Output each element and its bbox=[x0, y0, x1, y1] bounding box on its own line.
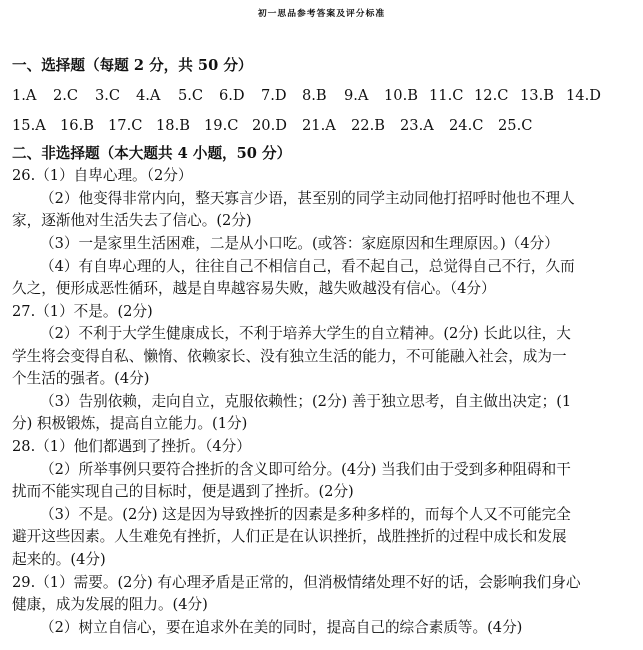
q26-line-1: 26.（1）自卑心理。（2分） bbox=[12, 167, 193, 184]
q28-line-2: （2）所举事例只要符合挫折的含义即可给分。(4分) 当我们由于受到多种阻碍和干 bbox=[40, 461, 571, 478]
q27-line-5: （3）告别依赖，走向自立，克服依赖性；(2分) 善于独立思考，自主做出决定；(1 bbox=[40, 393, 572, 410]
q26-line-6: 久之，便形成恶性循环，越是自卑越容易失败，越失败越没有信心。（4分） bbox=[12, 280, 496, 297]
q28-line-3: 扰而不能实现自己的目标时，便是遇到了挫折。(2分) bbox=[12, 483, 354, 500]
q27-line-1: 27.（1）不是。(2分) bbox=[12, 303, 153, 320]
q27-line-2: （2）不利于大学生健康成长，不利于培养大学生的自立精神。(2分) 长此以往，大 bbox=[40, 325, 571, 342]
answer-item: 19.C bbox=[204, 117, 239, 134]
answer-item: 8.B bbox=[302, 87, 327, 104]
q29-line-2: 健康，成为发展的阻力。(4分) bbox=[12, 596, 208, 613]
section-2-heading: 二、非选择题（本大题共 4 小题，50 分） bbox=[12, 145, 292, 162]
answer-item: 4.A bbox=[136, 87, 161, 104]
answer-item: 2.C bbox=[53, 87, 79, 104]
answer-item: 10.B bbox=[384, 87, 418, 104]
q29-line-3: （2）树立自信心，要在追求外在美的同时，提高自己的综合素质等。(4分) bbox=[40, 619, 523, 636]
answer-item: 16.B bbox=[60, 117, 94, 134]
answer-item: 23.A bbox=[400, 117, 434, 134]
q26-line-3: 家，逐渐他对生活失去了信心。(2分) bbox=[12, 212, 252, 229]
answer-item: 17.C bbox=[108, 117, 143, 134]
answer-item: 20.D bbox=[252, 117, 287, 134]
q28-line-5: 避开这些因素。人生难免有挫折，人们正是在认识挫折，战胜挫折的过程中成长和发展 bbox=[12, 528, 567, 545]
q27-line-6: 分) 积极锻炼，提高自立能力。(1分) bbox=[12, 415, 248, 432]
q27-line-3: 学生将会变得自私、懒惰、依赖家长、没有独立生活的能力，不可能融入社会，成为一 bbox=[12, 348, 567, 365]
q28-line-6: 起来的。(4分) bbox=[12, 551, 106, 568]
answer-item: 24.C bbox=[449, 117, 484, 134]
answer-item: 13.B bbox=[520, 87, 554, 104]
answer-item: 1.A bbox=[12, 87, 37, 104]
q28-line-4: （3）不是。(2分) 这是因为导致挫折的因素是多种多样的，而每个人又不可能完全 bbox=[40, 506, 571, 523]
q26-line-5: （4）有自卑心理的人，往往自己不相信自己，看不起自己，总觉得自己不行，久而 bbox=[40, 258, 575, 275]
answer-item: 12.C bbox=[474, 87, 509, 104]
answer-item: 15.A bbox=[12, 117, 46, 134]
answer-item: 9.A bbox=[344, 87, 369, 104]
q27-line-4: 个生活的强者。(4分) bbox=[12, 370, 150, 387]
answer-item: 14.D bbox=[566, 87, 601, 104]
answer-row-1 bbox=[0, 86, 643, 106]
answer-item: 3.C bbox=[95, 87, 121, 104]
q29-line-1: 29.（1）需要。(2分) 有心理矛盾是正常的，但消极情绪处理不好的话，会影响我们身心 bbox=[12, 574, 581, 591]
answer-item: 25.C bbox=[498, 117, 533, 134]
q26-line-4: （3）一是家里生活困难，二是从小口吃。(或答：家庭原因和生理原因。)（4分） bbox=[40, 235, 559, 252]
page-title: 初一思品参考答案及评分标准 bbox=[257, 9, 386, 19]
answer-item: 11.C bbox=[429, 87, 464, 104]
q26-line-2: （2）他变得非常内向，整天寡言少语，甚至别的同学主动同他打招呼时他也不理人 bbox=[40, 190, 575, 207]
answer-item: 7.D bbox=[261, 87, 287, 104]
answer-item: 5.C bbox=[178, 87, 204, 104]
answer-item: 6.D bbox=[219, 87, 245, 104]
answer-row-2 bbox=[0, 116, 643, 136]
answer-item: 22.B bbox=[351, 117, 385, 134]
section-1-heading: 一、选择题（每题 2 分，共 50 分） bbox=[12, 57, 253, 74]
q28-line-1: 28.（1）他们都遇到了挫折。（4分） bbox=[12, 438, 251, 455]
answer-item: 18.B bbox=[156, 117, 190, 134]
answer-item: 21.A bbox=[302, 117, 336, 134]
